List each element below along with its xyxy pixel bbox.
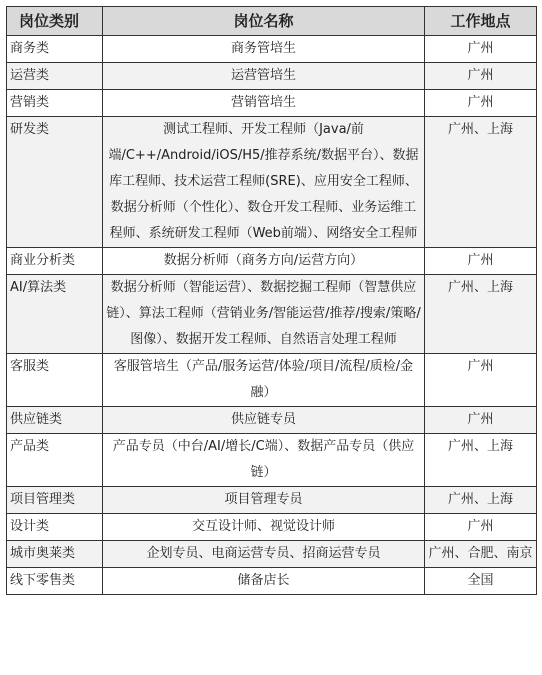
cell-name: 数据分析师（商务方向/运营方向） [103, 248, 425, 275]
table-row [7, 434, 537, 487]
cell-name: 交互设计师、视觉设计师 [103, 514, 425, 541]
cell-category: 设计类 [7, 514, 103, 541]
job-positions-table [6, 6, 537, 595]
cell-category: AI/算法类 [7, 275, 103, 354]
cell-name: 企划专员、电商运营专员、招商运营专员 [103, 541, 425, 568]
table-row [7, 354, 537, 407]
cell-location: 全国 [425, 568, 537, 595]
cell-location: 广州 [425, 514, 537, 541]
cell-category: 商务类 [7, 36, 103, 63]
table-row [7, 568, 537, 595]
table-row [7, 407, 537, 434]
header-name: 岗位名称 [103, 7, 425, 36]
cell-location: 广州、上海 [425, 434, 537, 487]
table-row [7, 248, 537, 275]
table-row [7, 487, 537, 514]
table-row [7, 36, 537, 63]
table-row [7, 117, 537, 248]
cell-location: 广州、合肥、南京 [425, 541, 537, 568]
cell-category: 研发类 [7, 117, 103, 248]
cell-category: 产品类 [7, 434, 103, 487]
cell-location: 广州 [425, 36, 537, 63]
cell-name: 运营管培生 [103, 63, 425, 90]
table-row [7, 275, 537, 354]
cell-category: 营销类 [7, 90, 103, 117]
table-header-row [7, 7, 537, 36]
cell-category: 项目管理类 [7, 487, 103, 514]
cell-location: 广州 [425, 407, 537, 434]
cell-name: 储备店长 [103, 568, 425, 595]
cell-location: 广州、上海 [425, 487, 537, 514]
cell-location: 广州、上海 [425, 117, 537, 248]
cell-name: 营销管培生 [103, 90, 425, 117]
cell-location: 广州 [425, 248, 537, 275]
cell-category: 城市奥莱类 [7, 541, 103, 568]
cell-name: 商务管培生 [103, 36, 425, 63]
header-location: 工作地点 [425, 7, 537, 36]
table-row [7, 514, 537, 541]
cell-location: 广州 [425, 90, 537, 117]
cell-category: 客服类 [7, 354, 103, 407]
job-table-container [6, 6, 536, 595]
cell-name: 产品专员（中台/AI/增长/C端）、数据产品专员（供应链） [103, 434, 425, 487]
cell-location: 广州 [425, 354, 537, 407]
cell-category: 供应链类 [7, 407, 103, 434]
cell-name: 项目管理专员 [103, 487, 425, 514]
cell-location: 广州、上海 [425, 275, 537, 354]
cell-location: 广州 [425, 63, 537, 90]
header-category: 岗位类别 [7, 7, 103, 36]
table-row [7, 541, 537, 568]
cell-name: 数据分析师（智能运营）、数据挖掘工程师（智慧供应链）、算法工程师（营销业务/智能运营/推荐/搜索/策略/图像）、数据开发工程师、自然语言处理工程师 [103, 275, 425, 354]
cell-name: 测试工程师、开发工程师（Java/前端/C++/Android/iOS/H5/推荐系统/数据平台）、数据库工程师、技术运营工程师(SRE)、应用安全工程师、数据分析师（个性化）、数仓开发工程师、业务运维工程师、系统研发工程师（Web前端）、网络安全工程师 [103, 117, 425, 248]
cell-name: 供应链专员 [103, 407, 425, 434]
cell-category: 商业分析类 [7, 248, 103, 275]
cell-category: 线下零售类 [7, 568, 103, 595]
cell-name: 客服管培生（产品/服务运营/体验/项目/流程/质检/金融） [103, 354, 425, 407]
cell-category: 运营类 [7, 63, 103, 90]
table-row [7, 63, 537, 90]
table-row [7, 90, 537, 117]
